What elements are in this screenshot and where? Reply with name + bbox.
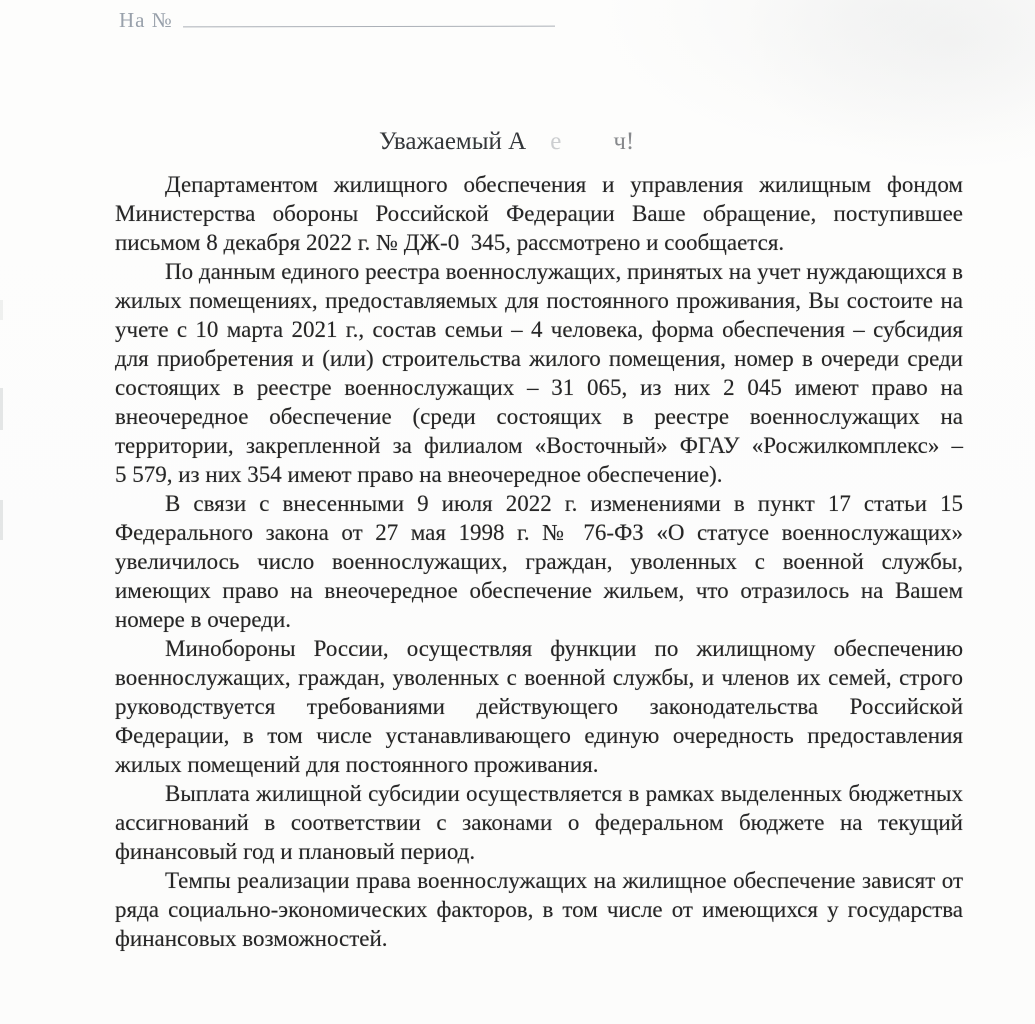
reference-number-blank-underline bbox=[183, 10, 555, 28]
scan-edge-artifact bbox=[0, 388, 3, 430]
paragraph-intro-response: Департаментом жилищного обеспечения и управления жилищным фондом Министерства обороны Российской Федерации Ваше обращение, поступившее письмом 8 декабря 2022 г. № ДЖ-0 345, рассмотрено и сообщается. bbox=[115, 172, 963, 255]
paragraph-implementation-pace: Темпы реализации права военнослужащих на жилищное обеспечение зависят от ряда социально-экономических факторов, в том числе от имеющихся у государства финансовых возможностей. bbox=[115, 868, 963, 951]
paragraph-registry-data: По данным единого реестра военнослужащих, принятых на учет нуждающихся в жилых помещениях, предоставляемых для постоянного проживания, Вы состоите на учете с 10 марта 2021 г., состав семьи – 4 человека, форма обеспечения – субсидия для приобретения и (или) строительства жилого помещения, номер в очереди среди состоящих в реестре военнослужащих – 31 065, из них 2 045 имеют право на внеочередное обеспечение (среди состоящих в реестре военнослужащих на территории, закрепленной за филиалом «Восточный» ФГАУ «Росжилкомплекс» – 5 579, из них 354 имеют право на внеочередное обеспечение). bbox=[115, 259, 963, 487]
scan-edge-artifact bbox=[0, 500, 3, 540]
letter-body bbox=[115, 170, 963, 953]
reference-number-label: На № bbox=[119, 8, 173, 32]
scan-edge-artifact bbox=[0, 300, 3, 320]
salutation-line bbox=[379, 128, 634, 156]
salutation-erased-name-ending: ч! bbox=[613, 128, 635, 155]
salutation-visible-text: Уважаемый А bbox=[379, 128, 527, 155]
paragraph-law-amendment: В связи с внесенными 9 июля 2022 г. изменениями в пункт 17 статьи 15 Федерального закона от 27 мая 1998 г. № 76-ФЗ «О статусе военнослужащих» увеличилось число военнослужащих, граждан, уволенных с военной службы, имеющих право на внеочередное обеспечение жильем, что отразилось на Вашем номере в очереди. bbox=[115, 491, 963, 632]
paragraph-ministry-policy: Минобороны России, осуществляя функции по жилищному обеспечению военнослужащих, граждан, уволенных с военной службы, и членов их семей, строго руководствуется требованиями действующего законодательства Российской Федерации, в том числе устанавливающего единую очередность предоставления жилых помещений для постоянного проживания. bbox=[115, 636, 963, 777]
paragraph-subsidy-budget: Выплата жилищной субсидии осуществляется в рамках выделенных бюджетных ассигнований в соответствии с законами о федеральном бюджете на текущий финансовый год и плановый период. bbox=[115, 781, 963, 864]
salutation-erased-name-trace: е bbox=[550, 128, 562, 155]
reference-number-line bbox=[119, 8, 555, 33]
